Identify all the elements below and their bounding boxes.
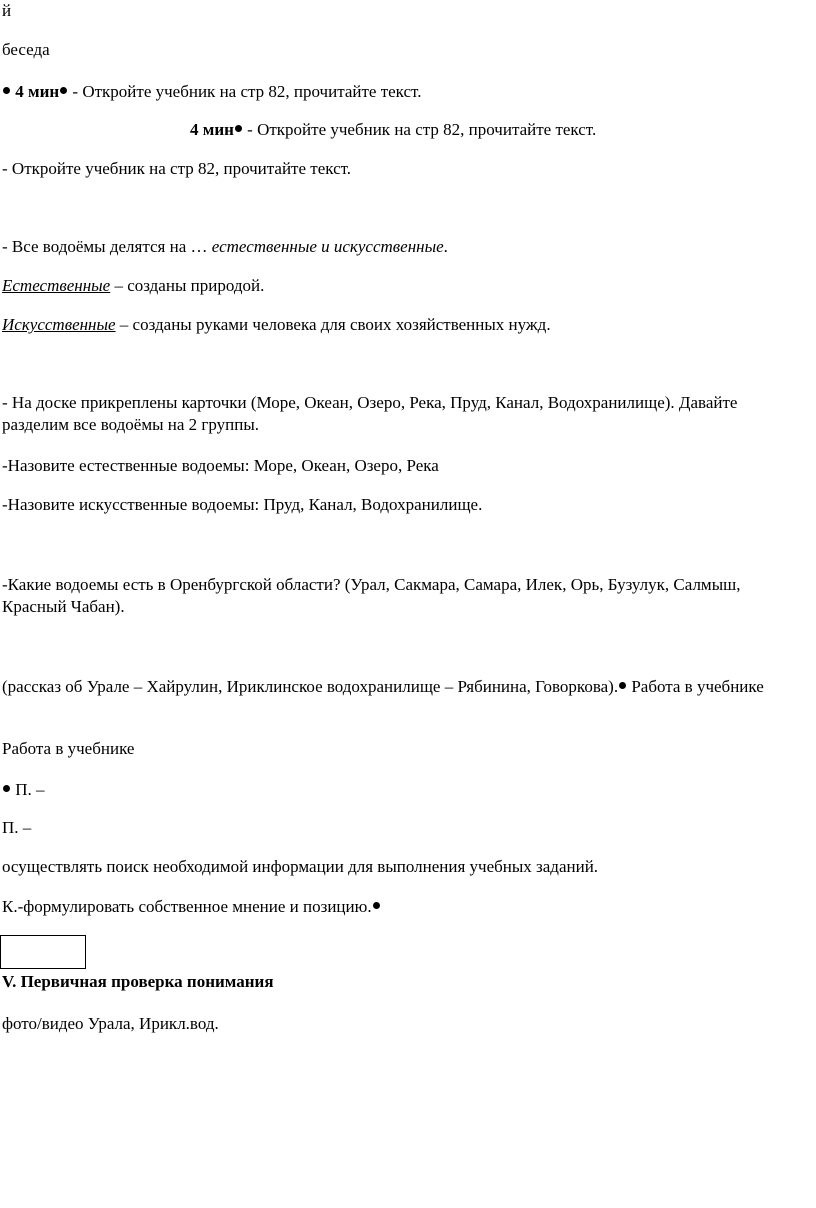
text-line-waterbodies bbox=[2, 236, 804, 258]
paragraph-text: (рассказ об Урале – Хайрулин, Ириклинское водохранилище – Рябинина, Говоркова). bbox=[2, 677, 619, 696]
list-text: -Назовите естественные водоемы: Море, Океан, Озеро, Река bbox=[2, 456, 439, 475]
text-line-timer-2 bbox=[190, 119, 804, 141]
text-line-conversation bbox=[2, 39, 804, 61]
term-artificial: Искусственные bbox=[2, 315, 116, 334]
text-fragment: й bbox=[2, 1, 12, 20]
section-heading bbox=[2, 971, 804, 993]
text-line-artificial-list bbox=[2, 494, 804, 516]
bullet-icon bbox=[235, 125, 242, 132]
time-label: 4 мин bbox=[15, 82, 60, 101]
text-line-p-bullet bbox=[2, 779, 804, 801]
text-line-opinion bbox=[2, 896, 804, 918]
text-line-instruction bbox=[2, 158, 804, 180]
bullet-icon bbox=[619, 682, 626, 689]
text-search: осуществлять поиск необходимой информации для выполнения учебных заданий. bbox=[2, 857, 599, 876]
instruction-text: - Откройте учебник на стр 82, прочитайте текст. bbox=[68, 82, 422, 101]
instruction-text: - Откройте учебник на стр 82, прочитайте текст. bbox=[242, 120, 597, 139]
text-line-natural bbox=[2, 275, 804, 297]
punctuation: . bbox=[443, 237, 448, 256]
time-label: 4 мин bbox=[190, 120, 234, 139]
paragraph-story bbox=[2, 676, 804, 698]
text-line-natural-list bbox=[2, 455, 804, 477]
paragraph-text: Работа в учебнике bbox=[627, 677, 764, 696]
definition-text: – созданы природой. bbox=[110, 276, 265, 295]
text-p: П. – bbox=[2, 818, 32, 837]
text-p: П. – bbox=[11, 780, 45, 799]
paragraph-text: -Какие водоемы есть в Оренбургской области? (Урал, Сакмара, Самара, Илек, Орь, Бузулук, Салмыш, Красный Чабан). bbox=[2, 575, 741, 616]
text-textbook-work: Работа в учебнике bbox=[2, 739, 135, 758]
paragraph-cards bbox=[2, 392, 804, 436]
paragraph-text: - На доске прикреплены карточки (Море, Океан, Озеро, Река, Пруд, Канал, Водохранилище). Давайте разделим все водоёмы на 2 группы. bbox=[2, 393, 738, 434]
empty-box bbox=[0, 935, 86, 969]
text-line-search bbox=[2, 856, 804, 878]
bullet-icon bbox=[3, 87, 10, 94]
text-conversation: беседа bbox=[2, 40, 50, 59]
instruction-text: - Откройте учебник на стр 82, прочитайте текст. bbox=[2, 159, 352, 178]
text-line-textbook-work bbox=[2, 738, 804, 760]
text-line-timer-1 bbox=[2, 81, 804, 103]
text-media: фото/видео Урала, Ирикл.вод. bbox=[2, 1014, 219, 1033]
term-natural: Естественные bbox=[2, 276, 111, 295]
bullet-icon bbox=[3, 785, 10, 792]
text-line-artificial bbox=[2, 314, 804, 336]
bullet-icon bbox=[60, 87, 67, 94]
definition-text: – созданы руками человека для своих хозяйственных нужд. bbox=[115, 315, 551, 334]
text-line-media bbox=[2, 1013, 804, 1035]
paragraph-orenburg bbox=[2, 574, 804, 618]
heading-text: V. Первичная проверка понимания bbox=[2, 972, 274, 991]
text-opinion: К.-формулировать собственное мнение и позицию. bbox=[2, 897, 372, 916]
question-text: - Все водоёмы делятся на … bbox=[2, 237, 212, 256]
text-line-p bbox=[2, 817, 804, 839]
answer-italic: естественные и искусственные bbox=[211, 237, 444, 256]
bullet-icon bbox=[373, 902, 380, 909]
list-text: -Назовите искусственные водоемы: Пруд, Канал, Водохранилище. bbox=[2, 495, 483, 514]
text-line-fragment bbox=[2, 0, 804, 22]
